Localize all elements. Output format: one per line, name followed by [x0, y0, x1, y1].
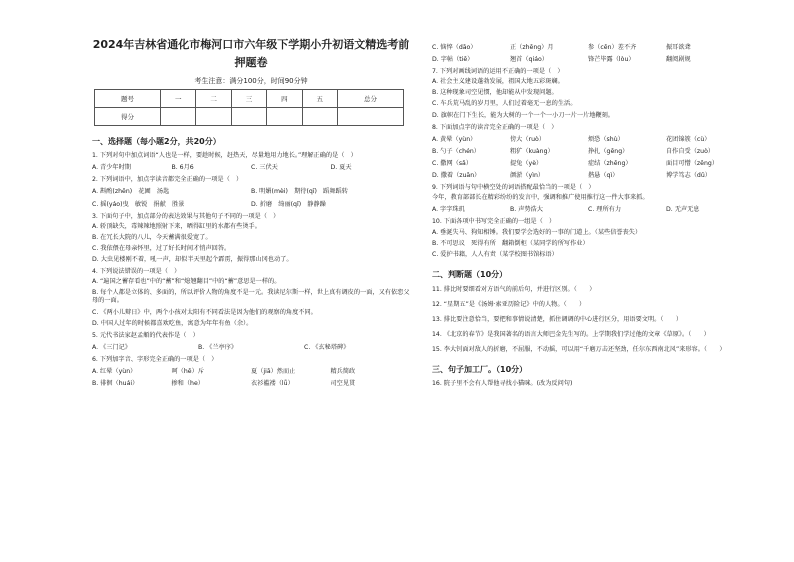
question-2-options — [92, 188, 410, 196]
option: B. 明媚(mèi) 期待(qī) 蹈舞蹈转 — [251, 188, 348, 196]
exam-notice: 考生注意：满分100分，时间90分钟 — [194, 77, 308, 85]
score-header-cell: 四 — [267, 90, 302, 108]
question-8: 8. 下面加点字的读音完全正确的一项是（ ） — [432, 123, 558, 131]
option: 掺和（he） — [171, 380, 204, 388]
option: 面目可憎（zēng） — [666, 159, 719, 167]
score-row-label: 得分 — [95, 108, 161, 126]
option: A. 社会主义建设蓬勃发展，祖国大地五彩斑斓。 — [432, 78, 564, 86]
option: D. 大虫见楼刚不着，吼一声，却似半天里起个霹雳，振得那山冈也动了。 — [92, 256, 293, 264]
question-9-text: 今年，教育部部长在精彩纷纷的发言中，强调和推广使用推行这一件大事来抓。 — [432, 194, 649, 202]
option: 颜淤（yìn） — [510, 172, 545, 180]
section1-title: 一、选择题（每小题2分，共20分） — [92, 137, 221, 147]
judge-question: 11. 排比时要细看对方语气的前后句，并进行区别。（ ） — [432, 285, 596, 293]
question-3: 3. 下面句子中，加点部分的表达效果与其他句子不同的一项是（ ） — [92, 212, 280, 220]
question-4: 4. 下列说法错误的一项是（ ） — [92, 268, 181, 276]
judge-question: 15. 李大钊面对敌人的折磨，不屈服，不动摇，可以用“千磨万击还坚劲，任尔东西南北风”来形容。（ ） — [432, 346, 726, 354]
question-1-options — [92, 164, 410, 172]
question-7: 7. 下列对画线词语的运用不正确的一项是（ ） — [432, 68, 564, 76]
option: 衣衫褴褛（lǚ） — [251, 380, 294, 388]
score-header-cell: 五 — [302, 90, 337, 108]
option: B. 在冗长大院的八儿，今天蓄满很爱宽了。 — [92, 233, 212, 241]
section3-title: 三、句子加工厂。（10分） — [432, 365, 528, 375]
score-cell[interactable] — [231, 108, 266, 126]
option: B. 《兰亭序》 — [198, 343, 238, 351]
option: D. 旗帜在门下生长，能为大树的一个一个一小刀一片一片地鞭刻。 — [432, 111, 614, 119]
option: A. “遍国之蓄存看也”中的“蓄”和“熄翘翻目”中的“蓄”意思是一样的。 — [92, 278, 281, 286]
option: 司空见贯 — [330, 380, 356, 388]
option: A. 黄晕（yùn） — [432, 135, 477, 143]
option: C. 车兵荒马乱的岁月里，人们过着毫无一息的生活。 — [432, 100, 577, 108]
option: B. 6月6 — [171, 164, 194, 172]
question-8-option-b — [432, 148, 744, 156]
option: 翘首（qiáo） — [510, 56, 548, 64]
option: D. 中国人过年的时候都喜欢吃鱼，寓意为年年有鱼（余）。 — [92, 319, 253, 327]
score-cell[interactable] — [337, 108, 403, 126]
option: 挣扎（gēng） — [588, 147, 629, 155]
option: 正（zhēng）月 — [510, 44, 554, 51]
score-header-cell: 三 — [231, 90, 266, 108]
option: 症结（zhēng） — [588, 159, 632, 167]
option: B. 徘徊（huái） — [92, 380, 139, 388]
score-header-cell: 总分 — [337, 90, 403, 108]
question-6-option-b — [92, 380, 410, 388]
option: C. 理所有力 — [588, 206, 622, 214]
option: A. 红晕（yùn） — [92, 367, 137, 375]
option: C. 爱护书籍，人人有责（某学校图书馆标语） — [432, 250, 558, 258]
option: B. 勺子（chén） — [432, 147, 480, 155]
score-cell[interactable] — [267, 108, 302, 126]
right-column — [432, 40, 744, 391]
option: D. 字帖（tiē） — [432, 56, 474, 64]
option: D. 无声无息 — [666, 206, 700, 214]
option: 花团锦簇（cù） — [666, 135, 711, 143]
option: 粗犷（kuàng） — [510, 147, 554, 155]
sentence-question-16: 16. 院子里不会有人帮他寻找小猫咪。(改为反问句) — [432, 380, 573, 388]
option: 参（cēn）差不齐 — [588, 44, 637, 51]
option: D. 折磨 绮丽(qǐ) 静静躁 — [251, 200, 326, 208]
score-cell[interactable] — [196, 108, 231, 126]
option: C. 撒网（sǎ） — [432, 159, 473, 167]
question-9-options — [432, 206, 744, 214]
question-9: 9. 下列词语与句中横空处的词语搭配最恰当的一项是（ ） — [432, 184, 595, 192]
option: 翻阅剧规 — [666, 56, 691, 64]
left-column — [92, 0, 410, 392]
judge-question: 13. 排比要注意恰当，要把和事情说清楚，抓住调调的中心进行区分，用语要文明。（ ） — [432, 316, 683, 324]
page-title: 2024年吉林省通化市梅河口市六年级下学期小升初语文精选考前押题卷 — [92, 38, 410, 69]
question-6: 6. 下列加字音、字形完全正确的一项是（ ） — [92, 355, 218, 363]
question-8-option-a — [432, 136, 744, 144]
question-6-option-c — [432, 44, 744, 52]
question-6-option-d — [432, 56, 744, 64]
question-8-option-c — [432, 160, 744, 168]
question-6-option-a — [92, 368, 410, 376]
option: 揩悬（qì） — [588, 172, 619, 180]
option: C. 《玄秘塔碑》 — [304, 343, 350, 351]
question-5-options — [92, 344, 410, 352]
question-2: 2. 下列词语中，加点字读音都完全正确的一项是（ ） — [92, 176, 243, 184]
option: C. 《两小儿辩日》中，两个小孩对太阳有不同看法是因为他们的观察的角度不同。 — [92, 308, 317, 316]
question-10: 10. 下面各项中书写完全正确的一组是（ ） — [432, 218, 556, 226]
option: A. 斟酌(zhēn) 花圃 汤匙 — [92, 188, 170, 196]
option: 博学笃志（dǔ） — [666, 172, 711, 180]
question-1: 1. 下列对句中加点词语“人也是一样，要趁时候，赶热天，尽量地用力地长。”理解正确的是（ ） — [92, 152, 357, 160]
option: D. 夏天 — [330, 164, 352, 172]
option: C. 摇(yáo)曳 敏锐 捐献 胜景 — [92, 200, 185, 208]
question-8-option-d — [432, 172, 744, 180]
option: 锋芒毕露（lòu） — [588, 56, 635, 64]
option: 呵（hē）斥 — [171, 367, 204, 375]
section2-title: 二、判断题（10分） — [432, 269, 508, 279]
option: B. 不可思议 死得有所 翻箱倒柜（某同学的所写作业） — [432, 239, 589, 247]
option: 精兵简政 — [330, 367, 356, 375]
question-5: 5. 元代书法家赵孟頫的代表作是（ ） — [92, 331, 199, 339]
score-header-cell: 题号 — [95, 90, 161, 108]
option: C. 三伏天 — [251, 164, 278, 172]
judge-question: 12. “星期五”是《汤姆·索亚历险记》中的人物。（ ） — [432, 300, 586, 308]
option: D. 撒着（zuān） — [432, 172, 481, 180]
option: B. 每个人都是立体的、多面的，所以评价人物的角度不是一元。我读尼尔斯一样，世上真有调皮的一面，又有依恋父母的一面。 — [92, 289, 410, 305]
option: B. 这种现象司空见惯，他却能从中发现问题。 — [432, 89, 558, 97]
option: A. 《三门记》 — [92, 343, 131, 351]
score-cell[interactable] — [302, 108, 337, 126]
judge-question: 14. 《北京的春节》是我国著名的语言大师巴金先生写的。上学期我们学过他的文章《草原》。（ ） — [432, 331, 710, 339]
option: A. 青少年时期 — [92, 164, 131, 172]
score-header-cell: 一 — [161, 90, 196, 108]
option: 烦恐（shù） — [588, 135, 624, 143]
option: A. 字字珠玑 — [432, 206, 465, 214]
option: B. 声势浩大 — [510, 206, 543, 214]
option: C. 我依偎在母亲怀里，过了好长时间才悄声回答。 — [92, 244, 231, 252]
option: C. 恼悴（dāo） — [432, 44, 477, 51]
option: 自作自受（zuò） — [666, 147, 715, 155]
option: A. 垂涎失马、狗知相锤。我们要学会选好的一事的门道上。（某些信誉丧失） — [432, 228, 642, 236]
score-header-cell: 二 — [196, 90, 231, 108]
option: 振耳欲聋 — [666, 44, 691, 51]
score-cell[interactable] — [161, 108, 196, 126]
score-table-header-row — [95, 90, 404, 108]
question-2-options — [92, 201, 410, 209]
score-table-score-row — [95, 108, 404, 126]
score-table — [94, 89, 404, 126]
option: A. 轿顶缺失，毒辣辣地照射下来，晒得缸里的水都有些烫手。 — [92, 222, 261, 230]
option: 提兔（yè） — [510, 159, 543, 167]
option: 傍大（ruò） — [510, 135, 546, 143]
option: 夏（jiā）然而止 — [251, 367, 296, 375]
